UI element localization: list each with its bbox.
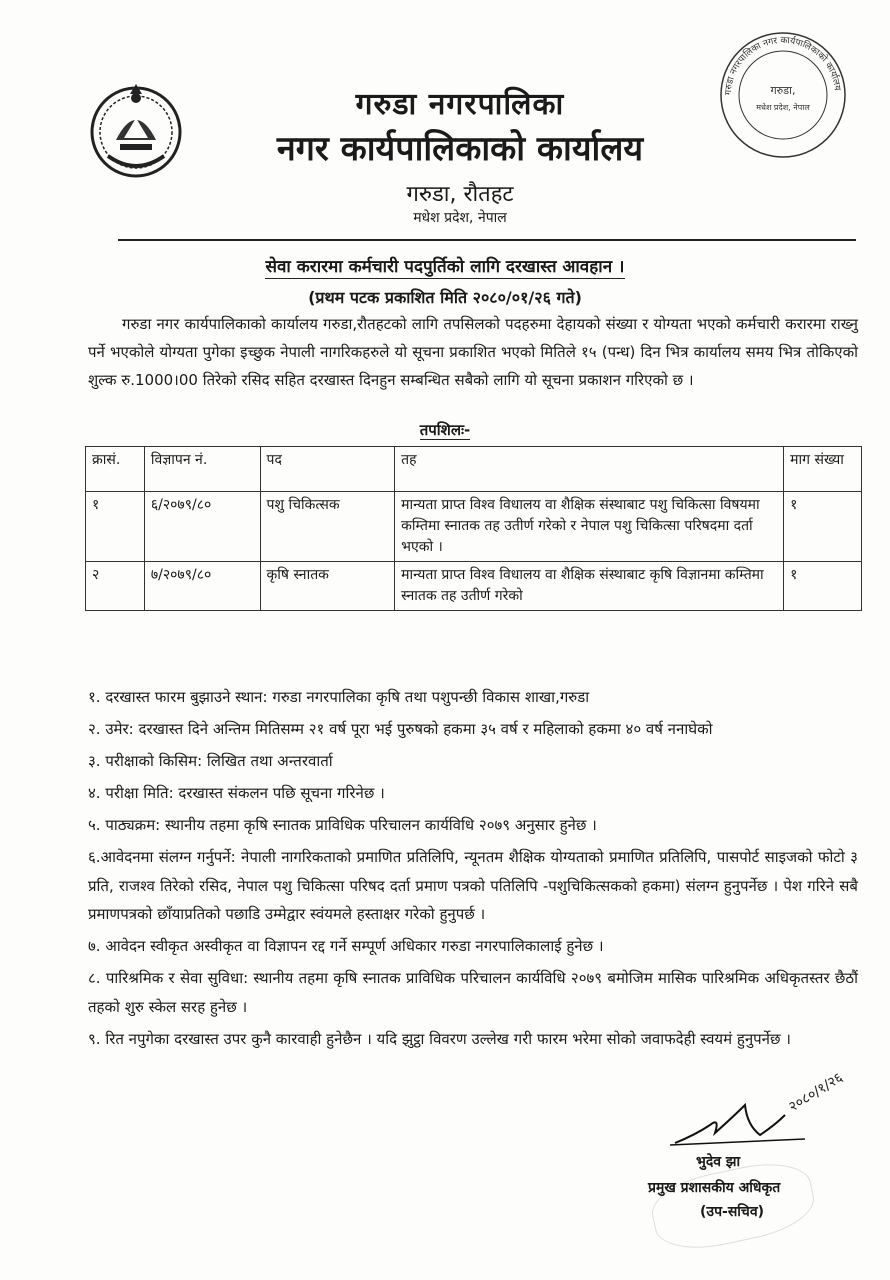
col-level: तह [395, 447, 784, 492]
col-count: माग संख्या [784, 447, 862, 492]
notice-subject: सेवा करारमा कर्मचारी पदपुर्तिको लागि दरखास्त आवहान । [265, 257, 625, 277]
office-name: नगर कार्यपालिकाको कार्यालय [276, 129, 644, 169]
cell-post: कृषि स्नातक [260, 562, 395, 611]
cell-count: १ [784, 492, 862, 562]
condition-item: ६.आवेदनमा संलग्न गर्नुपर्ने: नेपाली नागरिकताको प्रमाणित प्रतिलिपि, न्यूनतम शैक्षिक योग्यताको प्रमाणित प्रतिलिपि, पासपोर्ट साइजको फोटो ३ प्रति, राजश्व तिरेको रसिद, नेपाल पशु चिकित्सा परिषद दर्ता प्रमाण पत्रको पतिलिपि -पशुचिकित्सकको हकमा) संलग्न हुनुपर्नेछ । पेश गरिने सबै प्रमाणपत्रको छाँयाप्रतिको पछाडि उम्मेद्वार स्वंयमले हस्ताक्षर गरेको हुनुपर्छ । [88, 848, 858, 923]
tapasil-heading: तपशिलः- [419, 421, 471, 439]
signatory-subtitle: (उप-सचिव) [700, 1204, 764, 1220]
condition-item: ५. पाठ्यक्रम: स्थानीय तहमा कृषि स्नातक प्राविधिक परिचालन कार्यविधि २०७९ अनुसार हुनेछ । [88, 816, 597, 834]
address: गरुडा, रौतहट [406, 182, 514, 207]
header-divider [118, 239, 856, 241]
col-sn: क्रासं. [86, 447, 145, 492]
cell-sn: २ [86, 562, 145, 611]
cell-count: १ [784, 562, 862, 611]
office-seal-stamp [716, 28, 850, 162]
published-date: (प्रथम पटक प्रकाशित मिति २०८०/०१/२६ गते) [308, 288, 582, 307]
condition-item: ३. परीक्षाको किसिम: लिखित तथा अन्तरवार्ता [88, 752, 333, 770]
province: मधेश प्रदेश, नेपाल [413, 210, 507, 226]
signatory-name: भुदेव झा [696, 1154, 741, 1170]
cell-level: मान्यता प्राप्त विश्व विधालय वा शैक्षिक संस्थाबाट कृषि विज्ञानमा कम्तिमा स्नातक तह उतीर्ण गरेको [395, 562, 784, 611]
cell-ad-no: ७/२०७९/८० [144, 562, 260, 611]
cell-ad-no: ६/२०७९/८० [144, 492, 260, 562]
nepal-emblem-icon [86, 80, 186, 180]
municipality-name: गरुडा नगरपालिका [355, 87, 565, 122]
col-ad-no: विज्ञापन नं. [144, 447, 260, 492]
vacancy-table [85, 446, 862, 611]
seal-center-line1: गरुडा, [770, 84, 796, 97]
cell-post: पशु चिकित्सक [260, 492, 395, 562]
condition-item: ४. परीक्षा मिति: दरखास्त संकलन पछि सूचना गरिनेछ । [88, 784, 385, 802]
table-header-row [86, 447, 862, 492]
signature-date: २०८०/१/२६ [786, 1069, 846, 1116]
notice-intro: गरुडा नगर कार्यपालिकाको कार्यालय गरुडा,रौतहटको लागि तपसिलको पदहरुमा देहायको संख्या र योग्यता भएको कर्मचारी करारमा राख्नु पर्ने भएकोले योग्यता पुगेका इच्छुक नेपाली नागरिकहरुले यो सूचना प्रकाशित भएको मितिले १५ (पन्ध) दिन भित्र कार्यालय समय भित्र तोकिएको शुल्क रु.1000।00 तिरेको रसिद सहित दरखास्त दिनहुन सम्बन्धित सबैको लागि यो सूचना प्रकाशन गरिएको छ । [88, 315, 858, 389]
condition-item: १. दरखास्त फारम बुझाउने स्थान: गरुडा नगरपालिका कृषि तथा पशुपन्छी विकास शाखा,गरुडा [88, 688, 590, 706]
table-row [86, 492, 862, 562]
signatory-title: प्रमुख प्रशासकीय अधिकृत [648, 1180, 781, 1196]
condition-item: ७. आवेदन स्वीकृत अस्वीकृत वा विज्ञापन रद्द गर्ने सम्पूर्ण अधिकार गरुडा नगरपालिकालाई हुनेछ । [88, 937, 604, 955]
condition-item: ८. पारिश्रमिक र सेवा सुविधा: स्थानीय तहमा कृषि स्नातक प्राविधिक परिचालन कार्यविधि २०७९ बमोजिम मासिक पारिश्रमिक अधिकृतस्तर छैठौं तहको शुरु स्केल सरह हुनेछ । [88, 969, 858, 1016]
conditions-list [88, 683, 858, 1057]
table-row [86, 562, 862, 611]
col-post: पद [260, 447, 395, 492]
condition-item: २. उमेर: दरखास्त दिने अन्तिम मितिसम्म २१ वर्ष पूरा भई पुरुषको हकमा ३५ वर्ष र महिलाको हकमा ४० वर्ष ननाघेको [88, 720, 713, 738]
seal-ring-text: गरुडा नगरपालिका नगर कार्यपालिकाको कार्यालय [723, 35, 842, 96]
condition-item: ९. रित नपुगेका दरखास्त उपर कुनै कारवाही हुनेछैन । यदि झुट्ठा विवरण उल्लेख गरी फारम भरेमा सोको जवाफदेही स्वयमं हुनुपर्नेछ । [88, 1029, 791, 1048]
cell-level: मान्यता प्राप्त विश्व विधालय वा शैक्षिक संस्थाबाट पशु चिकित्सा विषयमा कम्तिमा स्नातक तह उतीर्ण गरेको र नेपाल पशु चिकित्सा परिषदमा दर्ता भएको । [395, 492, 784, 562]
seal-center-line2: मधेश प्रदेश, नेपाल [756, 103, 810, 112]
cell-sn: १ [86, 492, 145, 562]
handwritten-signature [665, 1095, 865, 1155]
